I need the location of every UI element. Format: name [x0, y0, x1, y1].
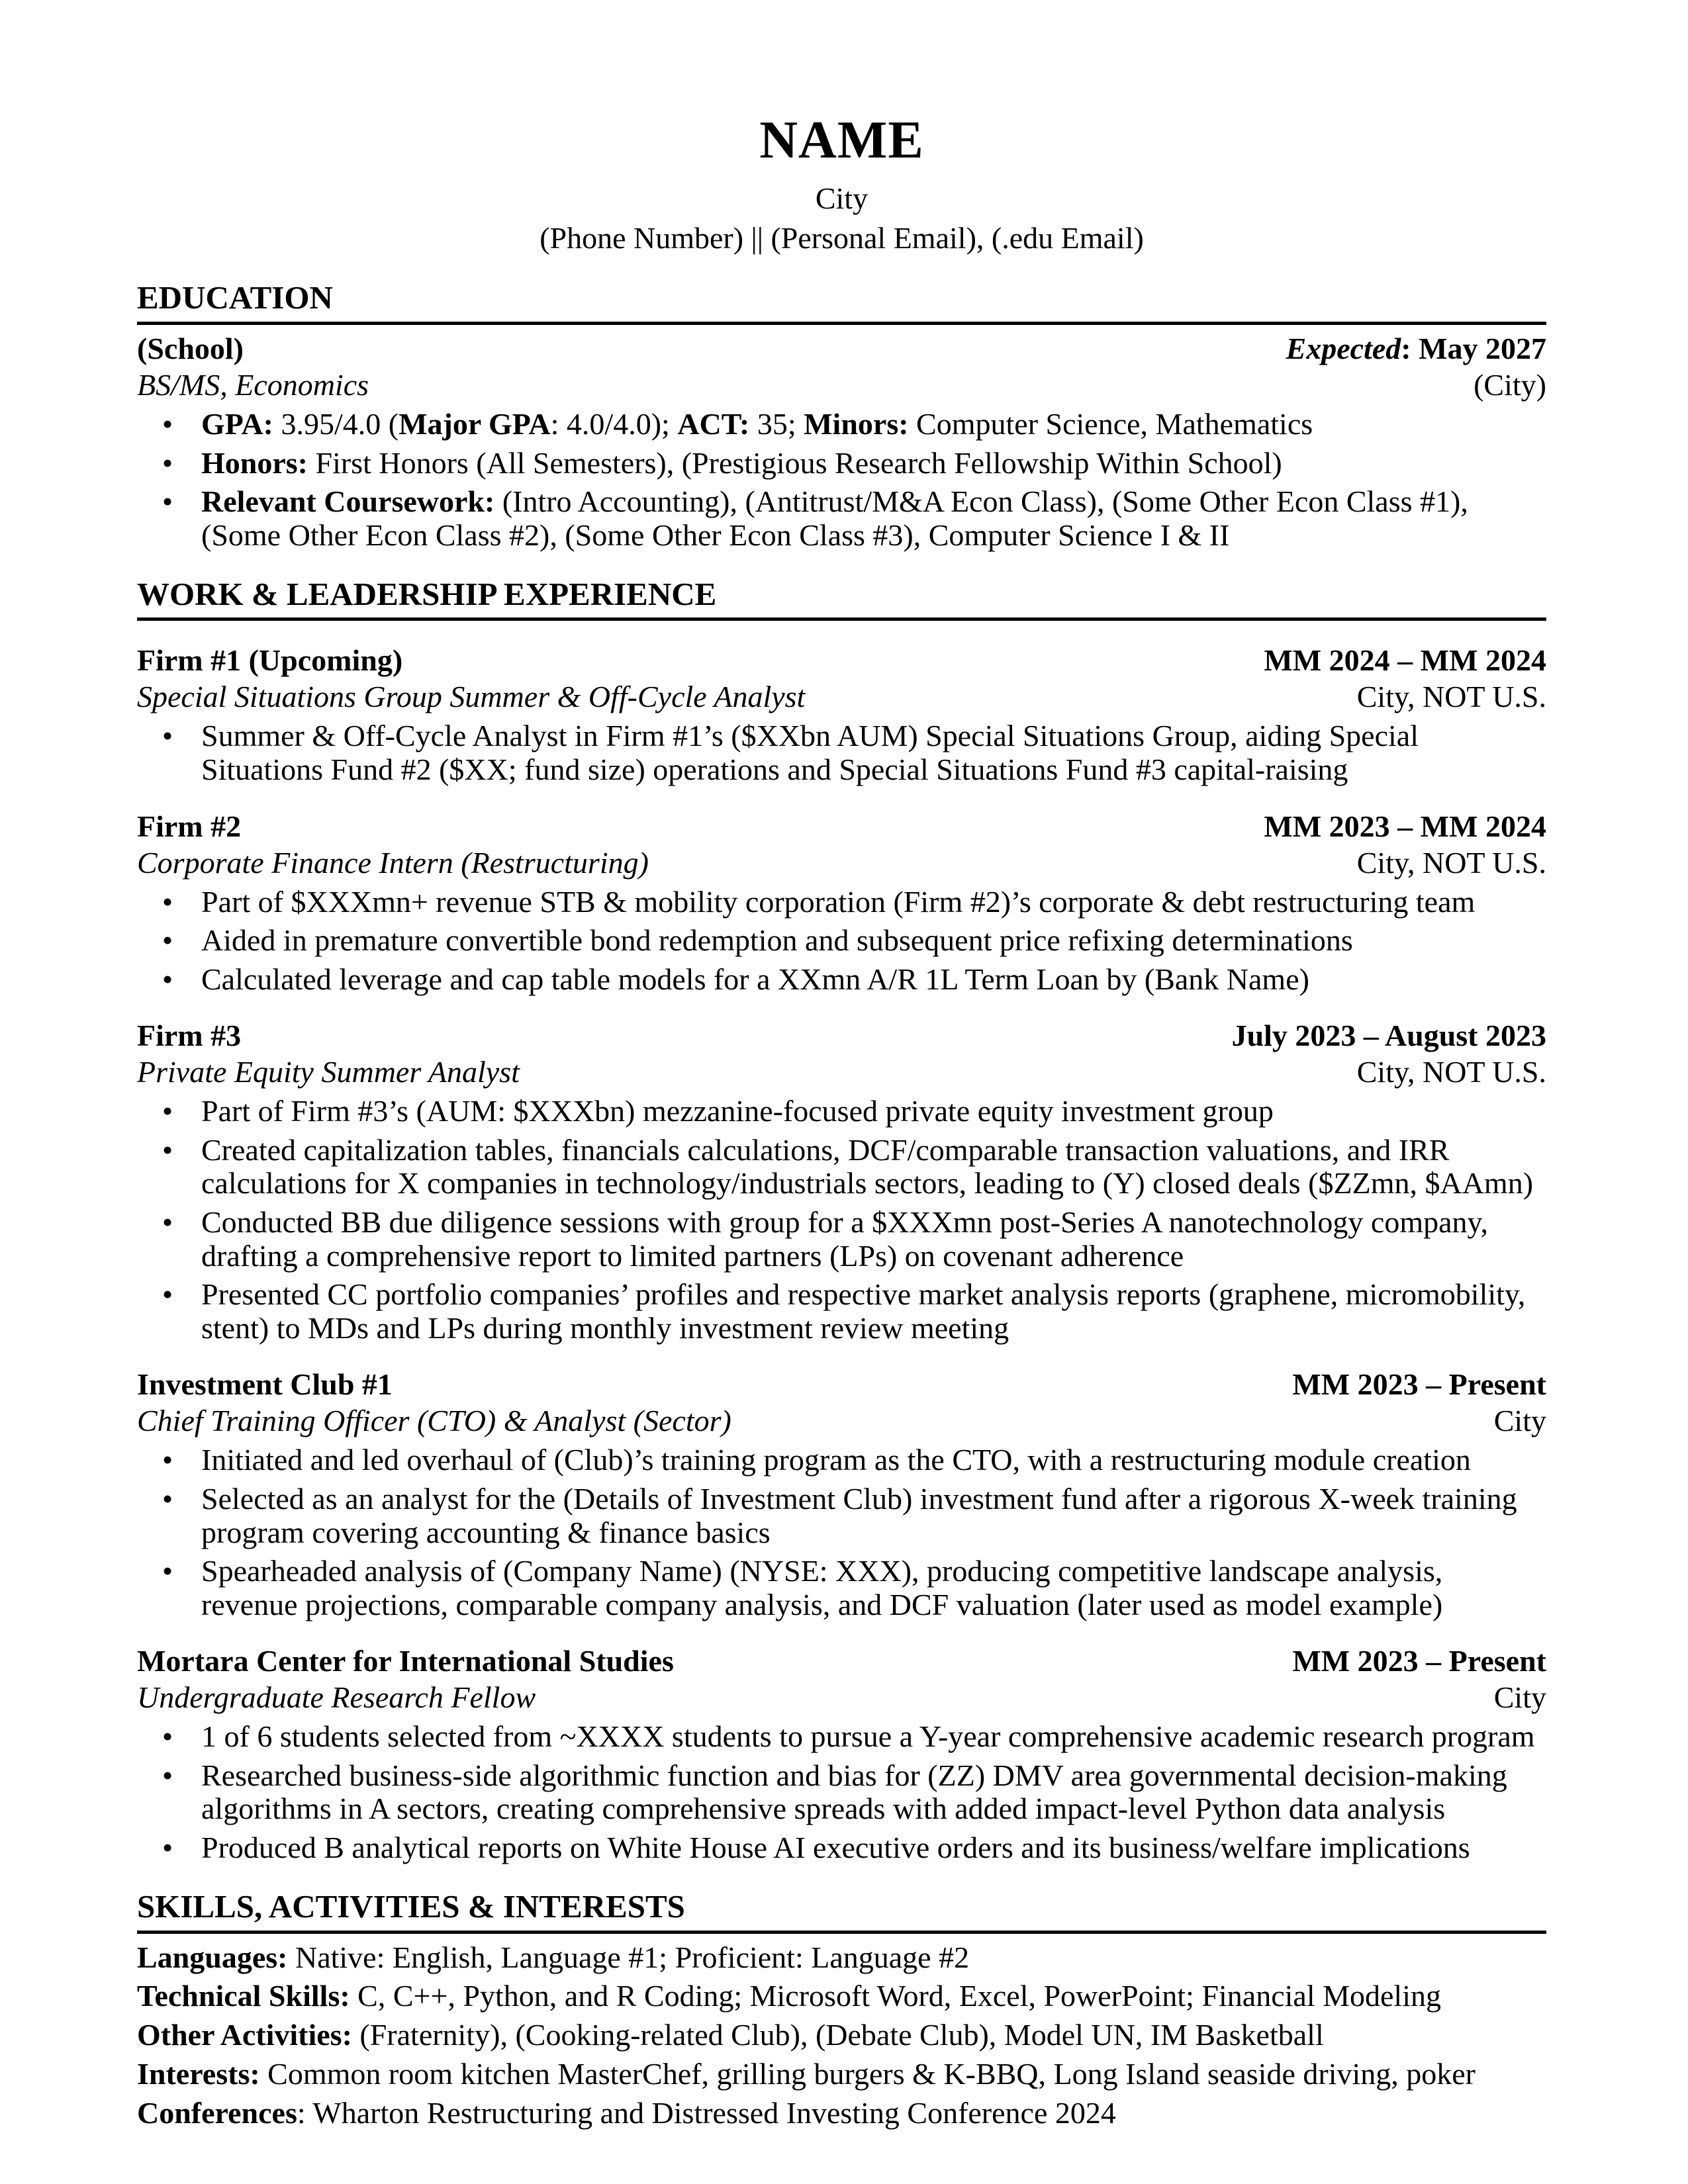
job-location: City, NOT U.S. [1356, 680, 1546, 714]
section-work-experience [137, 576, 1546, 1865]
act-label: ACT: [677, 407, 750, 441]
major-gpa-value: : 4.0/4.0); [550, 407, 678, 441]
company-name: Firm #2 [137, 809, 242, 843]
job-entry-firm-1 [137, 643, 1546, 786]
job-bullets [137, 1720, 1546, 1864]
bullet-item: • Aided in premature convertible bond redemption and subsequent price refixing determinations [137, 924, 1546, 958]
bullet-item: • Spearheaded analysis of (Company Name) (NYSE: XXX), producing competitive landscape analysis, revenue projections, comparable company analysis, and DCF valuation (later used as model example) [137, 1555, 1546, 1621]
bullet-item: • Researched business-side algorithmic function and bias for (ZZ) DMV area governmental decision-making algorithms in A sectors, creating comprehensive spreads with added impact-level Python data analysis [137, 1759, 1546, 1826]
candidate-name: NAME [759, 111, 924, 169]
act-value: 35; [749, 407, 804, 441]
company-name: Firm #1 (Upcoming) [137, 643, 403, 678]
expected-label: Expected [1286, 332, 1401, 366]
section-skills [137, 1889, 1546, 2131]
conferences-label: Conferences [137, 2096, 297, 2130]
bullet-item: • Summer & Off-Cycle Analyst in Firm #1’s ($XXbn AUM) Special Situations Group, aiding Special Situations Fund #2 ($XX; fund size) operations and Special Situations Fund #3 capital-raising [137, 719, 1546, 786]
degree-name: BS/MS, Economics [137, 368, 369, 402]
job-title: Undergraduate Research Fellow [137, 1680, 536, 1715]
company-name: Mortara Center for International Studies [137, 1644, 674, 1678]
bullet-item: • Presented CC portfolio companies’ profiles and respective market analysis reports (graphene, micromobility, stent) to MDs and LPs during monthly investment review meeting [137, 1278, 1546, 1345]
gpa-value: 3.95/4.0 ( [273, 407, 399, 441]
job-role-row [137, 846, 1546, 880]
job-entry-firm-2 [137, 809, 1546, 997]
job-header-row [137, 1367, 1546, 1402]
company-name: Firm #3 [137, 1019, 242, 1053]
job-role-row [137, 1055, 1546, 1089]
job-dates: July 2023 – August 2023 [1231, 1019, 1546, 1053]
bullet-item: • 1 of 6 students selected from ~XXXX students to pursue a Y-year comprehensive academic research program [137, 1720, 1546, 1754]
minors-value: Computer Science, Mathematics [908, 407, 1313, 441]
job-entry-investment-club [137, 1367, 1546, 1621]
major-gpa-label: Major GPA [399, 407, 551, 441]
job-bullets [137, 719, 1546, 786]
bullet-item: • Part of $XXXmn+ revenue STB & mobility corporation (Firm #2)’s corporate & debt restructuring team [137, 886, 1546, 919]
contact-line: (Phone Number) || (Personal Email), (.edu Email) [539, 221, 1144, 255]
candidate-city: City [815, 181, 868, 215]
minors-label: Minors: [804, 407, 909, 441]
job-role-row [137, 1680, 1546, 1715]
school-location: (City) [1474, 368, 1546, 402]
honors-text: First Honors (All Semesters), (Prestigious Research Fellowship Within School) [308, 445, 1282, 480]
job-title: Special Situations Group Summer & Off-Cycle Analyst [137, 680, 806, 714]
conferences-text: : Wharton Restructuring and Distressed Investing Conference 2024 [297, 2096, 1116, 2130]
job-entry-mortara-center [137, 1644, 1546, 1864]
job-role-row [137, 680, 1546, 714]
bullet-item [137, 447, 1546, 480]
bullet-item [137, 408, 1546, 441]
job-header-row [137, 643, 1546, 678]
resume-header [137, 111, 1546, 256]
job-bullets [137, 1095, 1546, 1345]
graduation-date [1286, 332, 1546, 366]
other-activities-label: Other Activities: [137, 2018, 352, 2052]
job-location: City [1493, 1404, 1546, 1438]
other-activities-text: (Fraternity), (Cooking-related Club), (Debate Club), Model UN, IM Basketball [352, 2018, 1324, 2052]
job-dates: MM 2024 – MM 2024 [1264, 643, 1546, 678]
education-school-row [137, 332, 1546, 366]
gpa-label: GPA: [201, 407, 274, 441]
job-role-row [137, 1404, 1546, 1438]
bullet-item: • Conducted BB due diligence sessions with group for a $XXXmn post-Series A nanotechnology company, drafting a comprehensive report to limited partners (LPs) on covenant adherence [137, 1206, 1546, 1273]
job-dates: MM 2023 – MM 2024 [1264, 809, 1546, 843]
expected-date: : May 2027 [1401, 332, 1546, 366]
technical-skills-text: C, C++, Python, and R Coding; Microsoft Word, Excel, PowerPoint; Financial Modeling [350, 1979, 1441, 2013]
job-location: City [1493, 1680, 1546, 1715]
bullet-item: • Created capitalization tables, financials calculations, DCF/comparable transaction valuations, and IRR calculations for X companies in technology/industrials sectors, leading to (Y) closed deals ($ZZmn, $AAmn) [137, 1134, 1546, 1201]
bullet-item: • Produced B analytical reports on White House AI executive orders and its business/welfare implications [137, 1831, 1546, 1865]
job-location: City, NOT U.S. [1356, 1055, 1546, 1089]
technical-skills-label: Technical Skills: [137, 1979, 350, 2013]
bullet-item [137, 485, 1546, 552]
job-title: Chief Training Officer (CTO) & Analyst (Sector) [137, 1404, 731, 1438]
skills-conferences-line [137, 2096, 1546, 2130]
job-header-row [137, 1019, 1546, 1053]
job-entry-firm-3 [137, 1019, 1546, 1345]
job-dates: MM 2023 – Present [1292, 1367, 1546, 1402]
education-bullets [137, 408, 1546, 552]
honors-label: Honors: [201, 445, 308, 480]
bullet-item: • Part of Firm #3’s (AUM: $XXXbn) mezzanine-focused private equity investment group [137, 1095, 1546, 1128]
coursework-text: (Intro Accounting), (Antitrust/M&A Econ Class), (Some Other Econ Class #1), (Some Other Econ Class #2), (Some Other Econ Class #3), Computer Science I & II [201, 484, 1468, 552]
school-name: (School) [137, 332, 244, 366]
interests-label: Interests: [137, 2057, 260, 2091]
bullet-item: • Initiated and led overhaul of (Club)’s training program as the CTO, with a restructuring module creation [137, 1443, 1546, 1477]
job-bullets [137, 1443, 1546, 1621]
bullet-item: • Calculated leverage and cap table models for a XXmn A/R 1L Term Loan by (Bank Name) [137, 963, 1546, 997]
job-title: Private Equity Summer Analyst [137, 1055, 520, 1089]
education-heading: EDUCATION [137, 280, 1546, 325]
skills-activities-line [137, 2018, 1546, 2052]
skills-technical-line [137, 1979, 1546, 2013]
skills-languages-line [137, 1940, 1546, 1975]
skills-interests-line [137, 2057, 1546, 2091]
education-degree-row [137, 368, 1546, 402]
job-location: City, NOT U.S. [1356, 845, 1546, 880]
job-dates: MM 2023 – Present [1292, 1644, 1546, 1678]
job-title: Corporate Finance Intern (Restructuring) [137, 845, 649, 880]
job-header-row [137, 809, 1546, 844]
languages-label: Languages: [137, 1940, 288, 1974]
company-name: Investment Club #1 [137, 1367, 393, 1402]
coursework-label: Relevant Coursework: [201, 484, 495, 519]
job-header-row [137, 1644, 1546, 1678]
bullet-item: • Selected as an analyst for the (Details of Investment Club) investment fund after a rigorous X-week training program covering accounting & finance basics [137, 1482, 1546, 1549]
interests-text: Common room kitchen MasterChef, grilling burgers & K-BBQ, Long Island seaside driving, poker [259, 2057, 1476, 2091]
section-education [137, 280, 1546, 552]
languages-text: Native: English, Language #1; Proficient: Language #2 [287, 1940, 970, 1974]
skills-heading: SKILLS, ACTIVITIES & INTERESTS [137, 1889, 1546, 1934]
work-heading: WORK & LEADERSHIP EXPERIENCE [137, 576, 1546, 621]
job-bullets [137, 886, 1546, 997]
